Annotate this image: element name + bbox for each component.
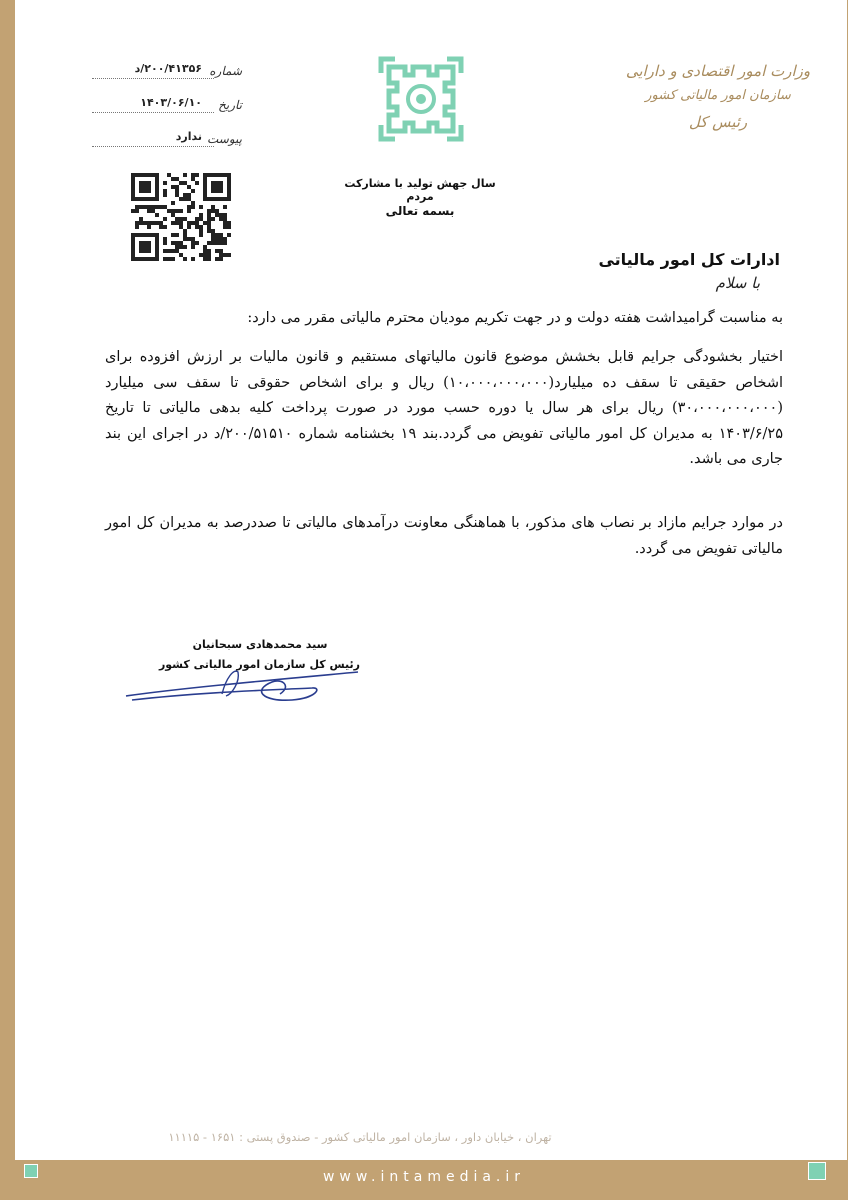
website-link[interactable]: www.intamedia.ir: [322, 1169, 526, 1185]
intro-text: به مناسبت گرامیداشت هفته دولت و در جهت تکریم مودیان محترم مالیاتی مقرر می دارد:: [247, 310, 783, 326]
date-underline: [92, 112, 214, 113]
organization-line: سازمان امور مالیاتی کشور: [645, 88, 791, 103]
head-title-line: رئیس کل: [688, 113, 748, 131]
date-label: تاریخ: [218, 98, 242, 112]
footer-address: تهران ، خیابان داور ، سازمان امور مالیاتی کشور - صندوق پستی : ۱۶۵۱ - ۱۱۱۱۵: [168, 1130, 552, 1144]
footer-square-left-icon: [24, 1164, 38, 1178]
tax-organization-emblem-icon: [375, 53, 467, 145]
attachment-underline: [92, 146, 214, 147]
handwritten-signature-icon: [122, 660, 362, 710]
ministry-line: وزارت امور اقتصادی و دارایی: [625, 62, 811, 80]
attachment-label: پیوست: [207, 132, 242, 146]
recipient-title: ادارات کل امور مالیاتی: [598, 250, 780, 269]
ministry-header: [613, 58, 823, 136]
signer-name: سید محمدهادی سبحانیان: [192, 638, 328, 651]
body-paragraph-1: اختیار بخشودگی جرایم قابل بخشش موضوع قانون مالیاتهای مستقیم و قانون مالیات بر ارزش افزوده برای اشخاص حقیقی تا سقف ده میلیارد(۱۰،۰۰۰،۰۰۰،۰۰۰) ریال و برای اشخاص حقوقی تا سقف سی میلیارد (۳۰،۰۰۰،۰۰۰،۰۰۰) ریال برای هر سال یا دوره حسب مورد در صورت پرداخت کلیه بدهی مالیاتی تا تاریخ ۱۴۰۳/۶/۲۵ به مدیران کل امور مالیاتی تفویض می گردد.بند ۱۹ بخشنامه شماره ۲۰۰/۵۱۵۱۰/د در اجرای این بند جاری می باشد.: [105, 349, 784, 467]
footer-square-right-icon: [808, 1162, 826, 1180]
greeting: با سلام: [715, 274, 760, 292]
year-slogan: سال جهش تولید با مشارکت مردم: [344, 177, 496, 203]
bismillah: بسمه تعالی: [385, 204, 455, 218]
number-label: شماره: [209, 64, 242, 78]
attachment-field: [92, 132, 242, 152]
number-underline: [92, 78, 214, 79]
number-value: ۲۰۰/۴۱۳۵۶/د: [134, 62, 202, 75]
attachment-value: ندارد: [175, 130, 202, 143]
date-value: ۱۴۰۳/۰۶/۱۰: [140, 96, 202, 109]
number-field: [92, 64, 242, 84]
signer-position: رئیس کل سازمان امور مالیاتی کشور: [158, 658, 360, 671]
date-field: [92, 98, 242, 118]
qr-code-icon: [131, 173, 231, 261]
body-paragraph-2: در موارد جرایم مازاد بر نصاب های مذکور، با هماهنگی معاونت درآمدهای مالیاتی تا صددرصد به مدیران کل امور مالیاتی تفویض می گردد.: [105, 515, 783, 557]
